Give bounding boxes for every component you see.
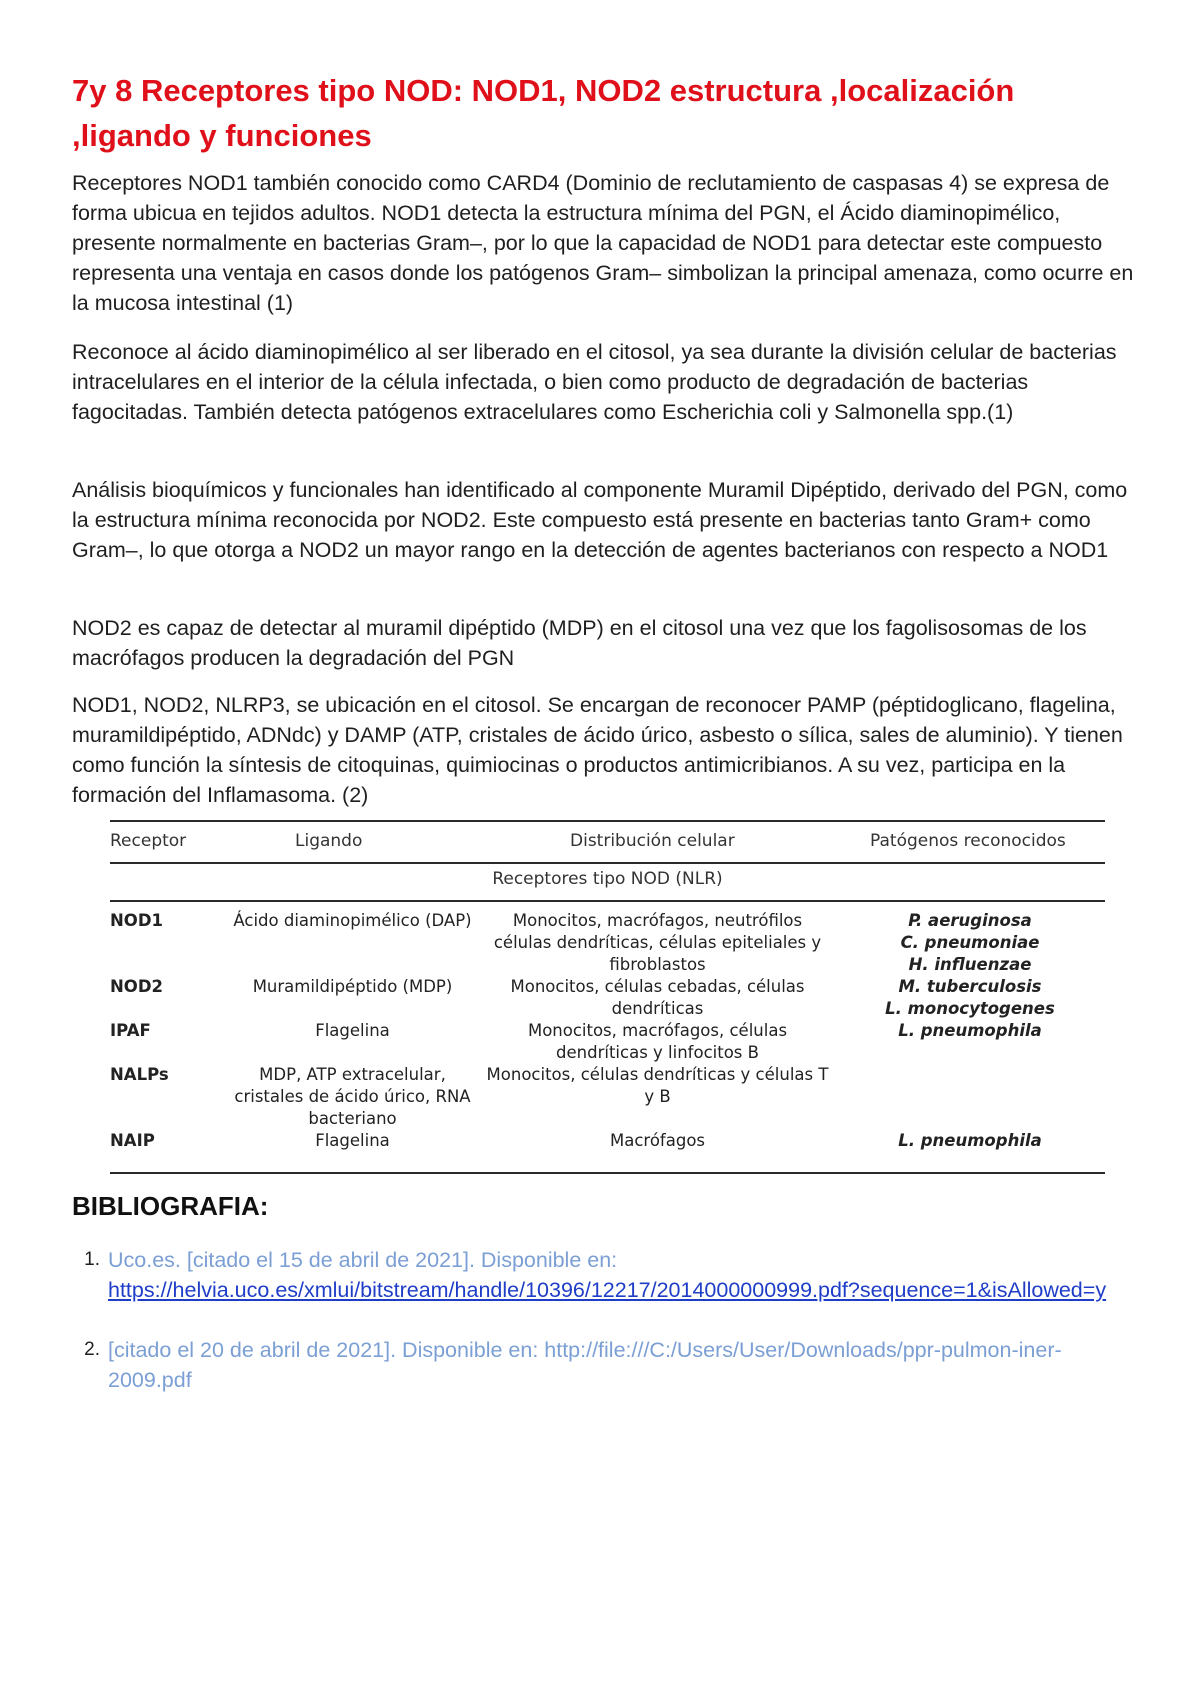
table-row-nod2-receptor: NOD2 [110, 977, 164, 996]
table-row-ipaf-ligand: Flagelina [315, 1021, 390, 1040]
table-row-naip-ligand: Flagelina [315, 1131, 390, 1150]
pathogen-name: H. influenzae [908, 955, 1032, 974]
table-row-naip-pathogens [845, 1130, 1095, 1152]
table-row-nalps-ligand: MDP, ATP extracelular, cristales de ácido úrico, RNA bacteriano [234, 1065, 471, 1128]
bibliography-item-1 [84, 1245, 1108, 1305]
pathogen-name: M. tuberculosis [898, 977, 1042, 996]
bibliography-link[interactable]: https://helvia.uco.es/xmlui/bitstream/handle/10396/12217/2014000000999.pdf?sequence=1&isAllowed=y [108, 1278, 1107, 1302]
paragraph-nod1-intro: Receptores NOD1 también conocido como CARD4 (Dominio de reclutamiento de caspasas 4) se expresa de forma ubicua en tejidos adultos. NOD1 detecta la estructura mínima del PGN, el Ácido diaminopimélico, presente normalmente en bacterias Gram–, por lo que la capacidad de NOD1 para detectar este compuesto representa una ventaja en casos donde los patógenos Gram– simbolizan la principal amenaza, como ocurre en la mucosa intestinal (1) [72, 171, 1134, 315]
pathogen-name: L. pneumophila [898, 1131, 1042, 1150]
bibliography-item-2 [84, 1335, 1108, 1395]
bibliography-citation: [citado el 20 de abril de 2021]. Disponible en: http://file:///C:/Users/User/Downloads/ppr-pulmon-iner-2009.pdf [108, 1338, 1062, 1392]
table-row-nod2-ligand: Muramildipéptido (MDP) [252, 977, 453, 996]
bibliography-citation: Uco.es. [citado el 15 de abril de 2021]. Disponible en: [108, 1248, 618, 1272]
table-row-nod1-pathogens [845, 910, 1095, 976]
table-bottom-rule [110, 1172, 1105, 1174]
table-row-ipaf-distribution: Monocitos, macrófagos, células dendríticas y linfocitos B [527, 1021, 788, 1062]
table-section-label: Receptores tipo NOD (NLR) [492, 869, 723, 889]
table-row-naip-receptor: NAIP [110, 1131, 155, 1150]
table-top-rule [110, 820, 1105, 822]
list-number: 2. [84, 1339, 100, 1360]
pathogen-name: C. pneumoniae [900, 933, 1040, 952]
paragraph-nod2-detection: NOD2 es capaz de detectar al muramil dipéptido (MDP) en el citosol una vez que los fagolisosomas de los macrófagos producen la degradación del PGN [72, 616, 1087, 670]
header-ligando: Ligando [295, 831, 363, 851]
header-patogenos: Patógenos reconocidos [870, 831, 1066, 851]
paragraph-nod2-mdp: Análisis bioquímicos y funcionales han identificado al componente Muramil Dipéptido, derivado del PGN, como la estructura mínima reconocida por NOD2. Este compuesto está presente en bacterias tanto Gram+ como Gram–, lo que otorga a NOD2 un mayor rango en la detección de agentes bacterianos con respecto a NOD1 [72, 478, 1128, 562]
paragraph-nod-functions: NOD1, NOD2, NLRP3, se ubicación en el citosol. Se encargan de reconocer PAMP (péptidoglicano, flagelina, muramildipéptido, ADNdc) y DAMP (ATP, cristales de ácido úrico, asbesto o sílica, sales de aluminio). Y tienen como función la síntesis de citoquinas, quimiocinas o productos antimicribianos. A su vez, participa en la formación del Inflamasoma. (2) [72, 693, 1123, 807]
paragraph-nod1-recognition: Reconoce al ácido diaminopimélico al ser liberado en el citosol, ya sea durante la división celular de bacterias intracelulares en el interior de la célula infectada, o bien como producto de degradación de bacterias fagocitadas. También detecta patógenos extracelulares como Escherichia coli y Salmonella spp.(1) [72, 340, 1117, 424]
page-title: 7y 8 Receptores tipo NOD: NOD1, NOD2 estructura ,localización ,ligando y funciones [72, 73, 1015, 153]
list-number: 1. [84, 1249, 100, 1270]
table-row-naip-distribution: Macrófagos [609, 1131, 706, 1150]
pathogen-name: L. pneumophila [898, 1021, 1042, 1040]
pathogen-name: P. aeruginosa [908, 911, 1032, 930]
table-row-nalps-receptor: NALPs [110, 1065, 169, 1084]
header-receptor: Receptor [110, 831, 187, 851]
bibliography-heading: BIBLIOGRAFIA: [72, 1191, 269, 1221]
table-row-nod2-pathogens [845, 976, 1095, 1020]
table-section-rule [110, 900, 1105, 902]
table-row-nod1-ligand: Ácido diaminopimélico (DAP) [233, 911, 472, 930]
pathogen-name: L. monocytogenes [885, 999, 1055, 1018]
table-row-nalps-distribution: Monocitos, células dendríticas y células T y B [486, 1065, 829, 1106]
table-row-nod2-distribution: Monocitos, células cebadas, células dendríticas [510, 977, 805, 1018]
table-header-rule [110, 862, 1105, 864]
header-distribucion: Distribución celular [570, 831, 735, 851]
table-row-ipaf-receptor: IPAF [110, 1021, 151, 1040]
table-row-nod1-distribution: Monocitos, macrófagos, neutrófilos células dendríticas, células epiteliales y fibroblastos [493, 911, 822, 974]
table-row-ipaf-pathogens [845, 1020, 1095, 1042]
table-row-nod1-receptor: NOD1 [110, 911, 164, 930]
